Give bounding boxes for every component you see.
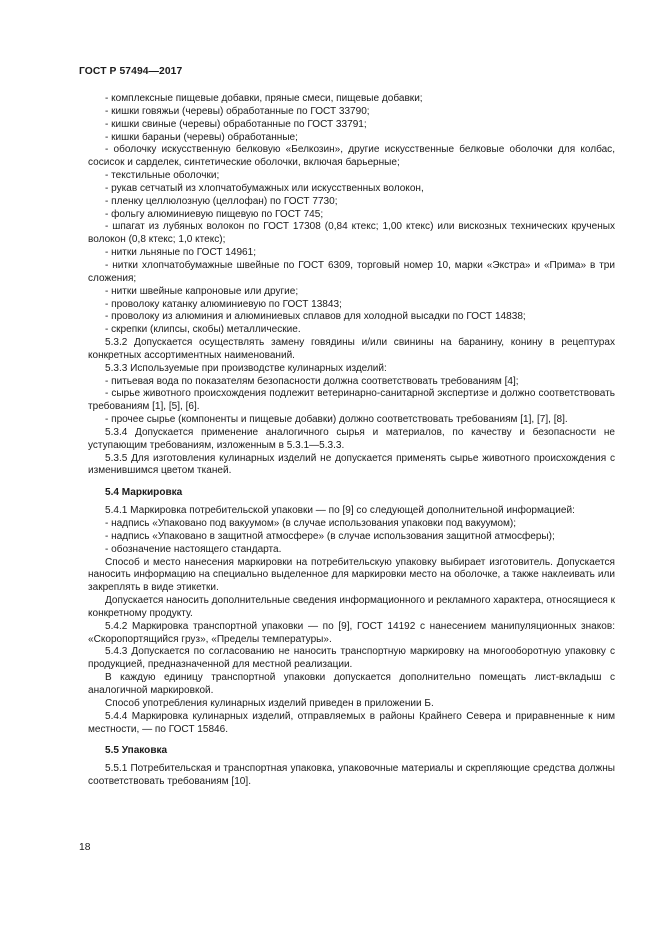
paragraph: Допускается наносить дополнительные сведения информационного и рекламного характера, относящиеся к конкретному продукту. bbox=[88, 595, 616, 619]
list-item: - нитки льняные по ГОСТ 14961; bbox=[105, 247, 257, 259]
clause-5-3-3: 5.3.3 Используемые при производстве кулинарных изделий: bbox=[105, 362, 387, 374]
clause-5-5-1: 5.5.1 Потребительская и транспортная упаковка, упаковочные материалы и скрепляющие средства должны соответствовать требованиям [10]. bbox=[88, 763, 615, 788]
list-item: - оболочку искусственную белковую «Белкозин», другие искусственные белковые оболочки для колбас, сосисок и сарделек, синтетические оболочки, включая барьерные; bbox=[88, 144, 615, 169]
list-item: - скрепки (клипсы, скобы) металлические. bbox=[105, 324, 301, 336]
list-item: - питьевая вода по показателям безопасности должна соответствовать требованиям [4]; bbox=[105, 375, 519, 387]
clause-5-4-3: 5.4.3 Допускается по согласованию не наносить транспортную маркировку на многооборотную упаковку с продукцией, предназначенной для местной реализации. bbox=[88, 646, 615, 671]
list-item: - обозначение настоящего стандарта. bbox=[105, 543, 282, 555]
list-item: - надпись «Упаковано в защитной атмосфере» (в случае использования защитной атмосферы); bbox=[105, 530, 555, 542]
clause-5-4-1: 5.4.1 Маркировка потребительской упаковки — по [9] со следующей дополнительной информацией: bbox=[105, 505, 575, 517]
list-item: - кишки говяжьи (черевы) обработанные по ГОСТ 33790; bbox=[105, 105, 370, 117]
list-item: - кишки свиные (черевы) обработанные по ГОСТ 33791; bbox=[105, 118, 367, 130]
list-item: - комплексные пищевые добавки, пряные смеси, пищевые добавки; bbox=[105, 93, 423, 104]
list-item: - шпагат из лубяных волокон по ГОСТ 17308 (0,84 ктекс; 1,00 ктекс) или вискозных технических крученых волокон (0,8 ктекс; 1,0 ктекс); bbox=[88, 221, 615, 246]
clause-5-3-5: 5.3.5 Для изготовления кулинарных изделий не допускается применять сырье животного происхождения с изменившимся цветом тканей. bbox=[88, 452, 615, 477]
clause-5-4-4: 5.4.4 Маркировка кулинарных изделий, отправляемых в районы Крайнего Севера и приравненные к ним местности, — по ГОСТ 15846. bbox=[88, 710, 615, 735]
standard-header: ГОСТ Р 57494—2017 bbox=[79, 66, 183, 77]
paragraph: Способ и место нанесения маркировки на потребительскую упаковку выбирает изготовитель. Допускается наносить информацию на специально выделенное для маркировки место на оболочке, а также наклеивать или закреплять в виде этикетки. bbox=[88, 556, 615, 594]
section-heading-5-4: 5.4 Маркировка bbox=[105, 487, 183, 499]
clause-5-4-2: 5.4.2 Маркировка транспортной упаковки — по [9], ГОСТ 14192 с нанесением манипуляционных знаков: «Скоропортящийся груз», «Пределы температуры». bbox=[88, 620, 615, 645]
list-item: - рукав сетчатый из хлопчатобумажных или искусственных волокон, bbox=[105, 182, 424, 194]
list-item: - проволоку из алюминия и алюминиевых сплавов для холодной высадки по ГОСТ 14838; bbox=[105, 311, 526, 323]
paragraph: Способ употребления кулинарных изделий приведен в приложении Б. bbox=[105, 697, 434, 709]
clause-5-3-4: 5.3.4 Допускается применение аналогичного сырья и материалов, по качеству и безопасности не уступающим требованиям, изложенным в 5.3.1—5.3.3. bbox=[88, 426, 615, 451]
clause-5-3-2: 5.3.2 Допускается осуществлять замену говядины и/или свинины на баранину, конину в рецептурах конкретных ассортиментных наименований. bbox=[88, 337, 615, 361]
list-item: - нитки хлопчатобумажные швейные по ГОСТ 6309, торговый номер 10, марки «Экстра» и «Прима» в три сложения; bbox=[88, 259, 615, 284]
list-item: - нитки швейные капроновые или другие; bbox=[105, 285, 299, 297]
section-heading-5-5: 5.5 Упаковка bbox=[105, 745, 168, 757]
list-item: - фольгу алюминиевую пищевую по ГОСТ 745; bbox=[105, 208, 324, 220]
list-item: - сырье животного происхождения подлежит ветеринарно-санитарной экспертизе и должно соответствовать требованиям [1], [5], [6]. bbox=[88, 388, 615, 413]
page-number: 18 bbox=[79, 842, 91, 853]
paragraph: В каждую единицу транспортной упаковки допускается дополнительно помещать лист-вкладыш с аналогичной маркировкой. bbox=[88, 672, 615, 696]
list-item: - кишки бараньи (черевы) обработанные; bbox=[105, 131, 298, 143]
list-item: - пленку целлюлозную (целлофан) по ГОСТ 7730; bbox=[105, 195, 338, 207]
list-item: - прочее сырье (компоненты и пищевые добавки) должно соответствовать требованиям [1], [7], [8]. bbox=[105, 414, 568, 426]
list-item: - надпись «Упаковано под вакуумом» (в случае использования упаковки под вакуумом); bbox=[105, 518, 517, 529]
list-item: - проволоку катанку алюминиевую по ГОСТ 13843; bbox=[105, 298, 342, 310]
document-body bbox=[88, 93, 615, 789]
list-item: - текстильные оболочки; bbox=[105, 170, 220, 182]
